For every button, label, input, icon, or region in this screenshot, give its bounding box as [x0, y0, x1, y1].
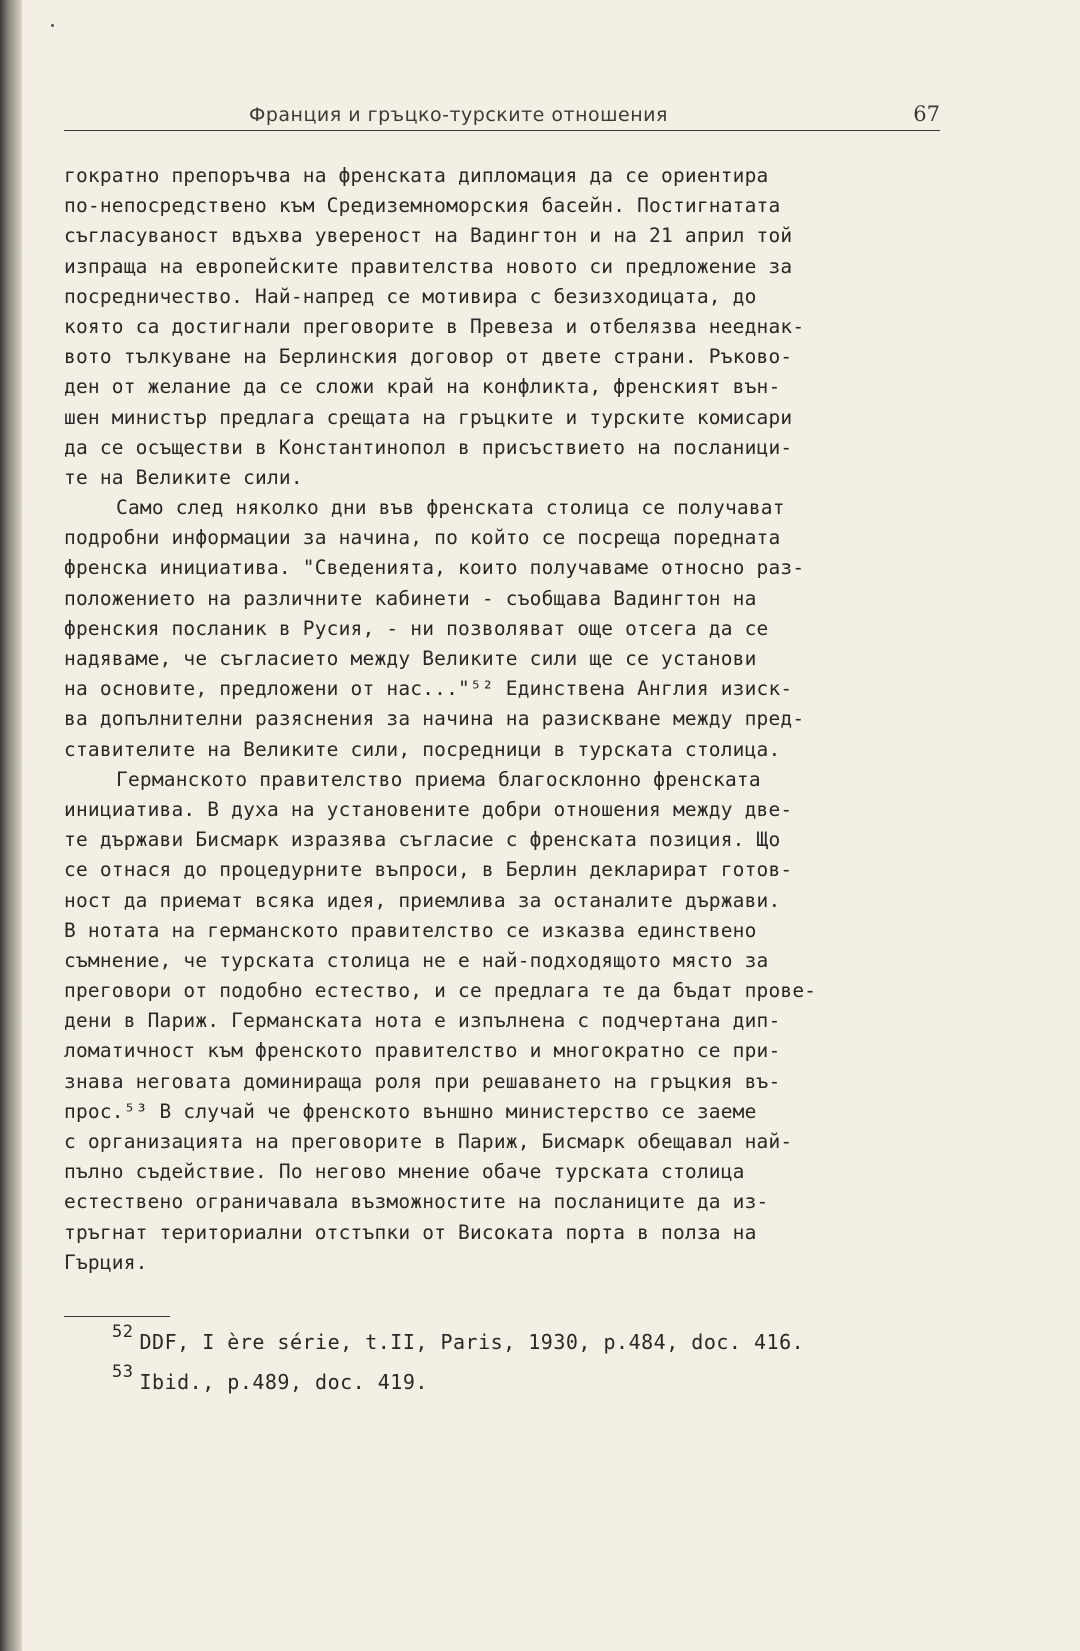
page-speck	[51, 24, 54, 27]
text-line: В нотата на германското правителство се изказва единствено	[64, 918, 757, 942]
book-spine-shadow	[0, 0, 22, 1651]
page-header	[64, 100, 940, 131]
footnotes	[112, 1322, 912, 1402]
text-line: френска инициатива. "Сведенията, които получаваме относно раз-	[64, 556, 805, 580]
text-line: която са достигнали преговорите в Превеза и отбелязва нееднак-	[64, 314, 805, 338]
footnote-mark: 53	[112, 1362, 134, 1382]
footnote-text: DDF, I ère série, t.II, Paris, 1930, p.484, doc. 416.	[139, 1330, 805, 1354]
text-line: подробни информации за начина, по който се посреща поредната	[64, 526, 781, 550]
text-line: Само след няколко дни във френската столица се получават	[116, 496, 785, 520]
text-line: ност да приемат всяка идея, приемлива за останалите държави.	[64, 888, 781, 912]
text-line: те държави Бисмарк изразява съгласие с френската позиция. Що	[64, 828, 781, 852]
text-line: пълно съдействие. По негово мнение обаче турската столица	[64, 1160, 745, 1184]
text-line: преговори от подобно естество, и се предлага те да бъдат прове-	[64, 979, 817, 1003]
text-line: Германското правителство приема благосклонно френската	[116, 767, 761, 791]
text-line: съмнение, че турската столица не е най-подходящото място за	[64, 948, 769, 972]
text-line: дени в Париж. Германската нота е изпълнена с подчертана дип-	[64, 1009, 781, 1033]
text-line: френския посланик в Русия, - ни позволяват още отсега да се	[64, 616, 769, 640]
running-title: Франция и гръцко-турските отношения	[249, 104, 668, 126]
text-line: се отнася до процедурните въпроси, в Берлин декларират готов-	[64, 858, 793, 882]
text-line: ден от желание да се сложи край на конфликта, френският вън-	[64, 375, 781, 399]
text-line: прос.⁵³ В случай че френското външно министерство се заеме	[64, 1099, 757, 1123]
text-line: ва допълнителни разяснения за начина на разискване между пред-	[64, 707, 805, 731]
text-line: с организацията на преговорите в Париж, Бисмарк обещавал най-	[64, 1130, 793, 1153]
text-line: ломатичност към френското правителство и многократно се при-	[64, 1039, 781, 1063]
text-line: изпраща на европейските правителства новото си предложение за	[64, 254, 793, 278]
text-line: ставителите на Великите сили, посредници в турската столица.	[64, 737, 781, 761]
text-line: вото тълкуване на Берлинския договор от двете страни. Ръково-	[64, 345, 793, 369]
text-line: гократно препоръчва на френската дипломация да се ориентира	[64, 164, 769, 187]
text-line: съгласуваност вдъхва увереност на Вадингтон и на 21 април той	[64, 224, 793, 248]
text-line: на основите, предложени от нас..."⁵² Единствена Англия изиск-	[64, 677, 793, 701]
text-line: по-непосредствено към Средиземноморския басейн. Постигнатата	[64, 194, 781, 218]
page-number: 67	[913, 102, 940, 126]
text-line: надяваме, че съгласието между Великите сили ще се установи	[64, 647, 757, 670]
text-line: знава неговата доминираща роля при решаването на гръцкия въ-	[64, 1069, 781, 1093]
footnote-mark: 52	[112, 1322, 134, 1342]
text-line: Гърция.	[64, 1250, 148, 1274]
text-line: тръгнат териториални отстъпки от Високата порта в полза на	[64, 1220, 757, 1244]
text-line: да се осъществи в Константинопол в присъствието на посланици-	[64, 435, 793, 459]
footnote-separator	[64, 1316, 170, 1317]
footnote-text: Ibid., p.489, doc. 419.	[139, 1370, 428, 1394]
text-line: шен министър предлага срещата на гръцките и турските комисари	[64, 405, 793, 429]
body-text	[64, 161, 944, 1278]
footnote	[112, 1322, 912, 1362]
text-line: посредничество. Най-напред се мотивира с безизходицата, до	[64, 284, 757, 308]
text-line: те на Великите сили.	[64, 465, 303, 489]
footnote	[112, 1362, 912, 1402]
book-page	[64, 0, 940, 1651]
text-line: положението на различните кабинети - съобщава Вадингтон на	[64, 586, 757, 610]
text-line: естествено ограничавала възможностите на посланиците да из-	[64, 1190, 769, 1214]
text-line: инициатива. В духа на установените добри отношения между две-	[64, 797, 793, 821]
